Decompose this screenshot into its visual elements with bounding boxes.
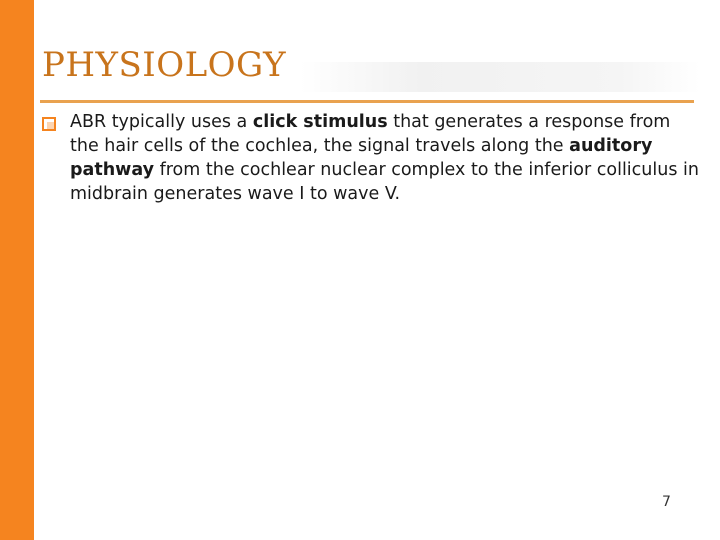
- bullet-text-segment: ABR typically uses a: [70, 112, 253, 132]
- bullet-bold-auditory-pathway: auditory pathway: [70, 136, 653, 180]
- title-underline: [40, 100, 694, 103]
- title-decoration: [300, 62, 700, 92]
- slide-title: PHYSIOLOGY: [42, 45, 287, 85]
- bullet-text-segment: from the cochlear nuclear complex to the inferior colliculus in midbrain generates wave I to wave V.: [70, 160, 699, 204]
- bullet-text-segment: that generates a response from the hair cells of the cochlea, the signal travels along the: [70, 112, 671, 156]
- left-accent-bar: [0, 0, 34, 540]
- bullet-bold-click-stimulus: click stimulus: [252, 112, 388, 132]
- checkbox-square-bullet-icon: [42, 116, 56, 130]
- bullet-text: [70, 110, 700, 206]
- page-number: 7: [662, 494, 671, 510]
